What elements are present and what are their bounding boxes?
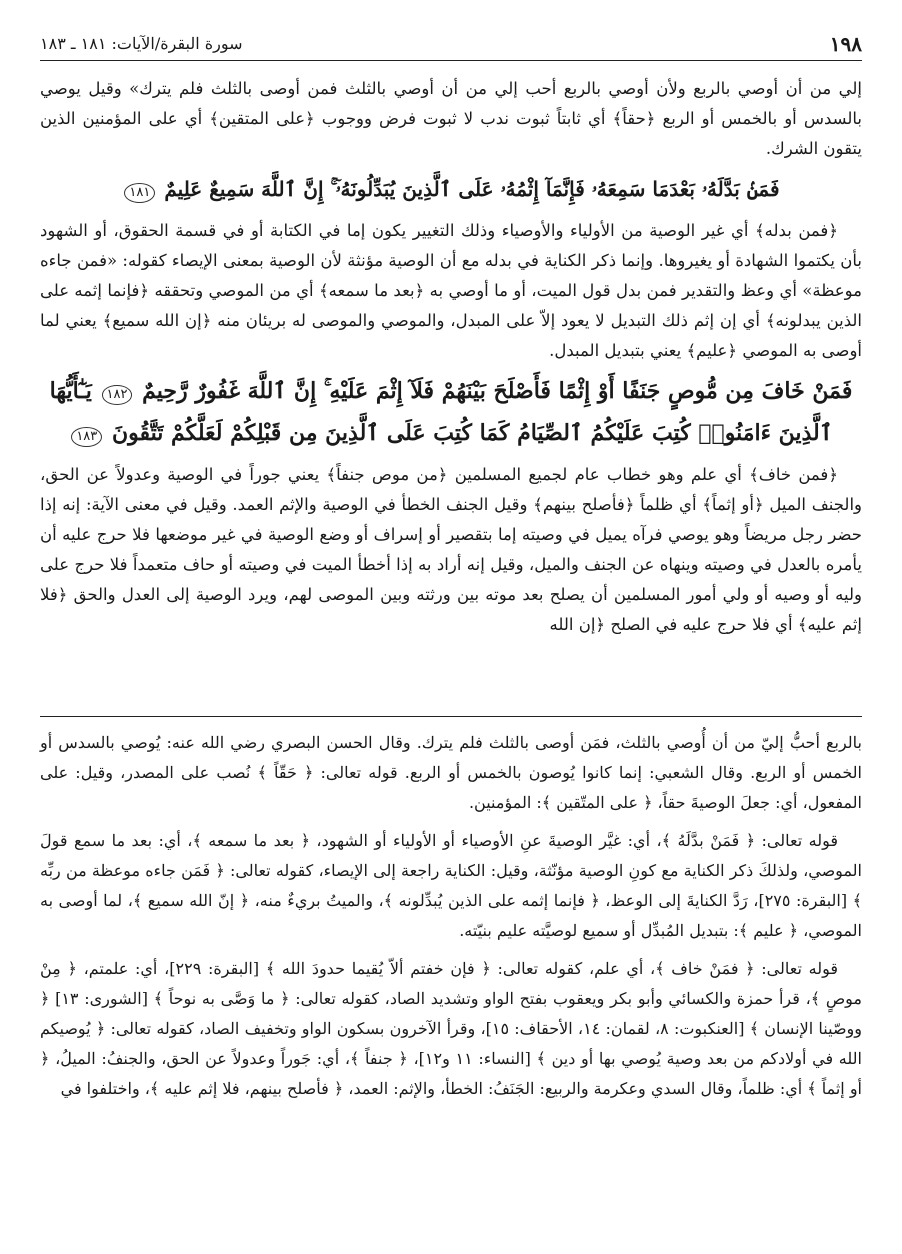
footnote-separator	[40, 716, 862, 717]
quran-verses-182-183	[40, 370, 862, 454]
verse-text: فَمَنْ خَافَ مِن مُّوصٍ جَنَفًا أَوْ إِثْمًا فَأَصْلَحَ بَيْنَهُمْ فَلَآ إِثْمَ عَلَيْهِ ۚ إِنَّ ٱللَّهَ غَفُورٌ رَّحِيمٌ	[142, 378, 853, 404]
verse-number-mark: ١٨١	[124, 183, 155, 203]
footnote-paragraph-3: قوله تعالى: ﴿ فمَنْ خاف ﴾، أي علم، كقوله تعالى: ﴿ فإن خفتم ألاّ يُقيما حدودَ الله ﴾ [البقرة: ٢٢٩]، أي: علمتم، ﴿ مِنْ موصٍ ﴾، قرأ حمزة والكسائي وأبو بكر ويعقوب بفتح الواو وتشديد الصاد، كقوله تعالى: ﴿ ما وَصَّى به نوحاً ﴾ [الشورى: ١٣] ﴿ ووصّينا الإنسان ﴾ [العنكبوت: ٨، لقمان: ١٤، الأحقاف: ١٥]، وقرأ الآخرون بسكون الواو وتخفيف الصاد، كقوله تعالى: ﴿ يُوصيكم الله في أولادكم من بعد وصية يُوصي بها أو دين ﴾ [النساء: ١١ و١٢]، ﴿ جنفاً ﴾، أي: جَوراً وعدولاً عن الحق، والجنفُ: الميلُ، ﴿ أو إثماً ﴾ أي: ظلماً، وقال السدي وعكرمة والربيع: الجَنَفُ: الخطأ، والإثم: العمد، ﴿ فأصلح بينهم، فلا إثم عليه ﴾، واختلفوا في	[40, 959, 863, 1098]
verse-text: يَـٰٓأَيُّهَا ٱلَّذِينَ ءَامَنُوا۟ كُتِبَ عَلَيْكُمُ ٱلصِّيَامُ كَمَا كُتِبَ عَلَى ٱلَّذِينَ مِن قَبْلِكُمْ لَعَلَّكُمْ تَتَّقُونَ	[49, 378, 833, 446]
verse-number-mark: ١٨٢	[102, 385, 133, 405]
page-header	[40, 30, 862, 62]
footnotes	[40, 728, 862, 1112]
verse-number-mark: ١٨٣	[71, 427, 102, 447]
main-commentary	[40, 74, 862, 640]
commentary-paragraph-1: إلي من أن أوصي بالربع ولأن أوصي بالربع أحب إلي من أن أوصي بالثلث فمن أوصى بالثلث فلم يترك» وقيل يوصي بالسدس أو بالخمس أو الربع ﴿حقاً﴾ أي ثابتاً ثبوت ندب لا ثبوت فرض ووجوب ﴿على المتقين﴾ أي على المؤمنين الذين يتقون الشرك.	[40, 79, 862, 158]
quran-verse-181	[40, 170, 862, 208]
running-title: سورة البقرة/الآيات: ١٨١ ـ ١٨٣	[40, 34, 243, 53]
header-rule	[40, 60, 862, 61]
commentary-paragraph-2: ﴿فمن بدله﴾ أي غير الوصية من الأولياء والأوصياء وذلك التغيير يكون إما في الكتابة أو في قسمة الحقوق، أو الشهود بأن يكتموا الشهادة أو يغيروها. وإنما ذكر الكناية في بدله مع أن الوصية مؤنثة لأن الوصية بمعنى الإيصاء كقوله: «فمن جاءه موعظة» أي وعظ والتقدير فمن بدل قول الميت، أو ما أوصي به ﴿بعد ما سمعه﴾ أي من الموصي وتحققه ﴿فإنما إثمه على الذين يبدلونه﴾ أي إن إثم ذلك التبديل لا يعود إلاّ على المبدل، والموصي والموصى له بريئان منه ﴿إن الله سميع﴾ يعني لما أوصى به الموصي ﴿عليم﴾ يعني بتبديل المبدل.	[40, 221, 862, 360]
commentary-paragraph-3: ﴿فمن خاف﴾ أي علم وهو خطاب عام لجميع المسلمين ﴿من موص جنفاً﴾ يعني جوراً في الوصية وعدولاً عن الحق، والجنف الميل ﴿أو إثماً﴾ أي ظلماً ﴿فأصلح بينهم﴾ وقيل الجنف الخطأ في الوصية والإثم العمد. وقيل في معنى الآية: إنه إذا حضر رجل مريضاً وهو يوصي فرآه يميل في وصيته إما بتقصير أو إسراف أو وضع الوصية في غير موضعها فلا حرج عليه أن يأمره بالعدل في وصيته وينهاه عن الجنف والميل، وقيل إنه أراد به إذا أخطأ الميت في وصيته أو حاف متعمداً فلا حرج على وليه أو وصيه أو ولي أمور المسلمين أن يصلح بعد موته بين ورثته وبين الموصى لهم، ويرد الوصية إلى العدل والحق ﴿فلا إثم عليه﴾ أي فلا حرج عليه في الصلح ﴿إن الله	[40, 465, 862, 634]
footnote-paragraph-2: قوله تعالى: ﴿ فَمَنْ بدَّلَهُ ﴾، أي: غيَّر الوصيةَ عنِ الأوصياء أو الأولياء أو الشهود، ﴿ بعد ما سمعه ﴾، أي: بعد ما سمع قولَ الموصي، ولذلكَ ذكر الكناية مع كونِ الوصية مؤنّثة، وقيل: الكناية راجعة إلى الإيصاء، كقوله تعالى: ﴿ فَمَن جاءه موعظة من ربِّه ﴾ [البقرة: ٢٧٥]، رَدَّ الكنايةَ إلى الوعظ، ﴿ فإنما إثمه على الذين يُبدِّلونه ﴾، والميتُ بريءٌ منه، ﴿ إنّ الله سميع ﴾، لما أوصى به الموصي، ﴿ عليم ﴾: بتبديل المُبدِّل أو سميع لوصيَّته عليم بنيّته.	[40, 831, 862, 940]
page-number: ١٩٨	[829, 32, 862, 56]
verse-text: فَمَنۢ بَدَّلَهُۥ بَعْدَمَا سَمِعَهُۥ فَإِنَّمَآ إِثْمُهُۥ عَلَى ٱلَّذِينَ يُبَدِّلُونَهُۥٓ ۚ إِنَّ ٱللَّهَ سَمِيعٌ عَلِيمٌ	[164, 177, 780, 201]
footnote-paragraph-1: بالربع أحبُّ إليّ من أن أُوصي بالثلث، فمَن أوصى بالثلث فلم يترك. وقال الحسن البصري رضي الله عنه: يُوصي بالسدس أو الخمس أو الربع. وقال الشعبي: إنما كانوا يُوصون بالخمس أو الربع. قوله تعالى: ﴿ حَقّاً ﴾ نُصب على المصدر، وقيل: على المفعول، أي: جعلَ الوصيةَ حقاً، ﴿ على المتّقين ﴾: المؤمنين.	[40, 733, 862, 812]
